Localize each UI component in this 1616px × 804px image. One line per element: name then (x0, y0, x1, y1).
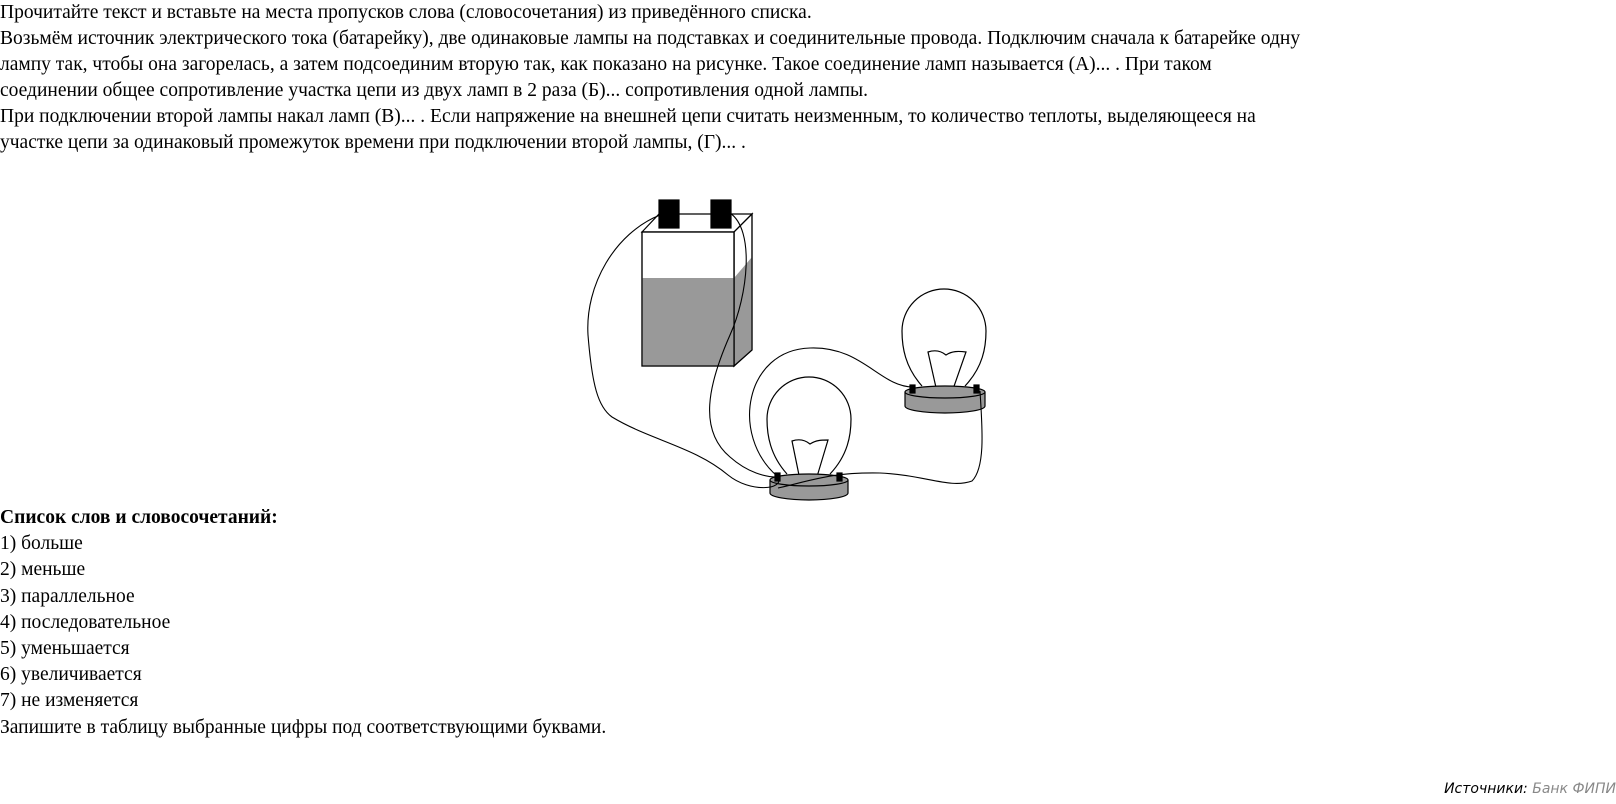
instruction: Прочитайте текст и вставьте на места пропусков слова (словосочетания) из приведённого списка. (0, 2, 812, 23)
list-item: 5) уменьшается (0, 638, 130, 660)
source-label: Источники: (1444, 781, 1528, 797)
paragraph1-line: соединении общее сопротивление участка цепи из двух ламп в 2 раза (Б)... сопротивления одной лампы. (0, 80, 869, 101)
paragraph1-line: лампу так, чтобы она загорелась, а затем подсоединим вторую так, как показано на рисунке. Такое соединение ламп называется (А)... . При таком (0, 54, 1212, 75)
list-item: 6) увеличивается (0, 664, 142, 686)
battery-terminal (711, 200, 731, 228)
source-link[interactable]: Банк ФИПИ (1532, 781, 1616, 797)
lamp-2 (902, 289, 986, 413)
paragraph2-line: При подключении второй лампы накал ламп (В)... . Если напряжение на внешней цепи считать неизменным, то количество теплоты, выделяющееся на (0, 106, 1256, 127)
list-item: 2) меньше (0, 559, 86, 581)
battery (642, 200, 752, 366)
paragraph2-line: участке цепи за одинаковый промежуток времени при подключении второй лампы, (Г)... . (0, 132, 746, 153)
circuit-figure (580, 185, 1000, 505)
list-item: 7) не изменяется (0, 690, 139, 712)
answer-instruction: Запишите в таблицу выбранные цифры под соответствующими буквами. (0, 716, 607, 738)
source (1444, 781, 1616, 797)
lamp-1 (767, 377, 851, 500)
list-item: 3) параллельное (0, 585, 135, 607)
list-item: 4) последовательное (0, 611, 171, 633)
task-text (0, 0, 1300, 156)
battery-terminal (659, 200, 679, 228)
word-list (0, 505, 606, 741)
paragraph1-line: Возьмём источник электрического тока (батарейку), две одинаковые лампы на подставках и соединительные провода. Подключим сначала к батарейке одну (0, 28, 1301, 49)
word-list-title: Список слов и словосочетаний: (0, 507, 278, 528)
list-item: 1) больше (0, 533, 83, 555)
